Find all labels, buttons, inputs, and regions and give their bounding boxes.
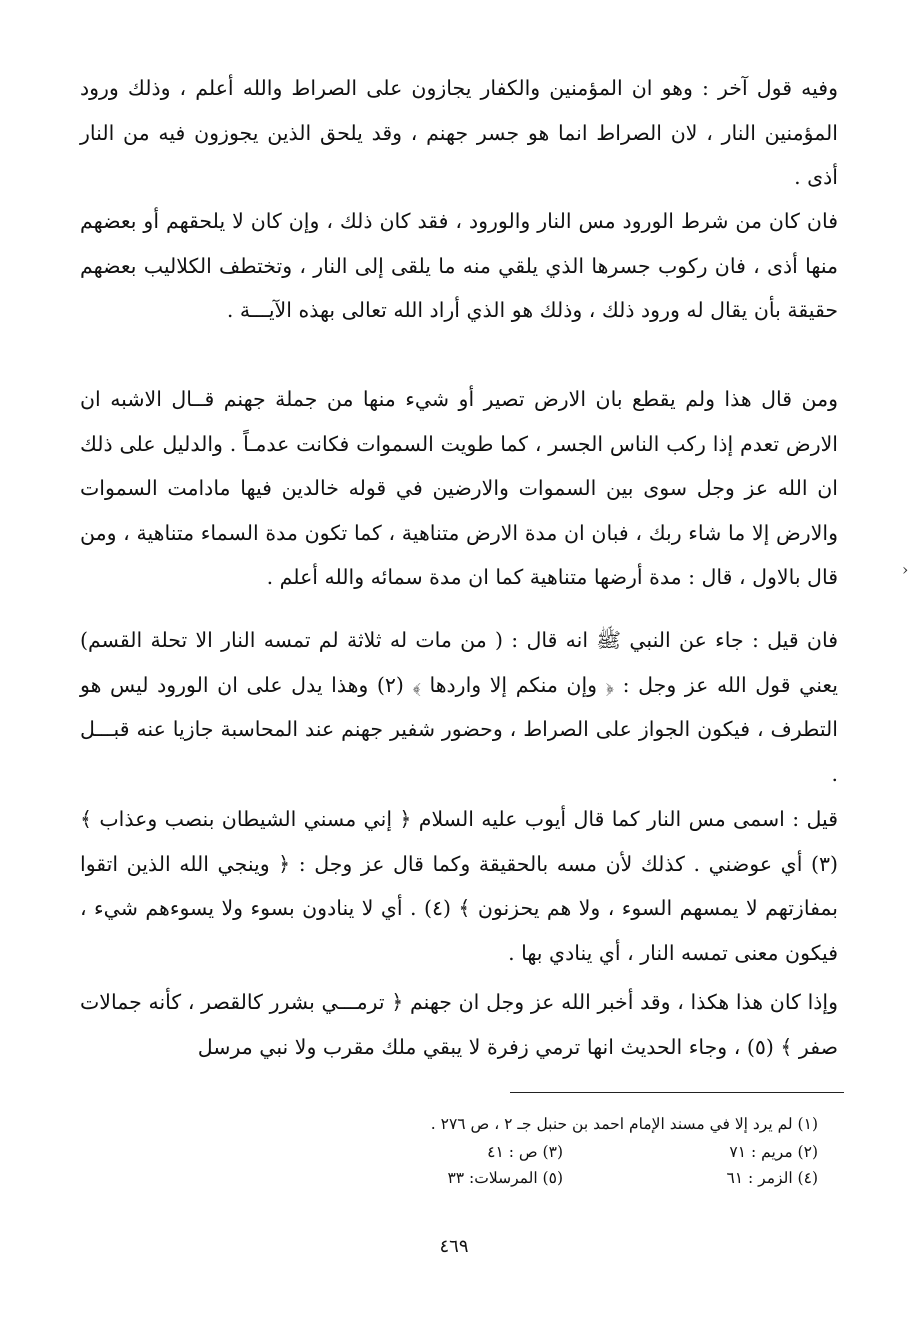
paragraph-4: فان قيل : جاء عن النبي ﷺ انه قال : ( من مات له ثلاثة لم تمسه النار الا تحلة القسم) يعني قول الله عز وجل : ﴿ وإن منكم إلا واردها ﴾ (٢) وهذا يدل على ان الورود ليس هو التطرف ، فيكون الجواز على الصراط ، وحضور شفير جهنم عند المحاسبة جازيا عنه قبـــل . [80, 628, 838, 786]
footnote-divider [510, 1092, 844, 1093]
footnote-1: (١) لم يرد إلا في مسند الإمام احمد بن حنبل جـ ٢ ، ص ٢٧٦ . [430, 1115, 818, 1133]
paragraph-3: ومن قال هذا ولم يقطع بان الارض تصير أو شيء منها من جملة جهنم قــال الاشبه ان الارض تعدم إذا ركب الناس الجسر ، كما طويت السموات فكانت عدمـاً . والدليل على ذلك ان الله عز وجل سوى بين السموات والارضين في قوله خالدين فيها مادامت السموات والارض إلا ما شاء ربك ، فبان ان مدة الارض متناهية ، كما تكون مدة السماء متناهية ، ومن قال بالاول ، قال : مدة أرضها متناهية كما ان مدة سمائه والله أعلم . [80, 387, 838, 589]
margin-mark: ‹ [902, 560, 908, 579]
paragraph-2: فان كان من شرط الورود مس النار والورود ، فقد كان ذلك ، وإن كان لا يلحقهم أو بعضهم منها أذى ، فان ركوب جسرها الذي يلقي منه ما يلقى إلى النار ، وتختطف الكلاليب بعضهم حقيقة بأن يقال له ورود ذلك ، وذلك هو الذي أراد الله تعالى بهذه الآيـــة . [80, 209, 838, 322]
footnote-3: (٣) ص : ٤١ [487, 1143, 563, 1161]
page-number: ٤٦٩ [439, 1236, 469, 1257]
paragraph-6: وإذا كان هذا هكذا ، وقد أخبر الله عز وجل ان جهنم ﴿ ترمـــي بشرر كالقصر ، كأنه جمالات صفر ﴾ (٥) ، وجاء الحديث انها ترمي زفرة لا يبقي ملك مقرب ولا نبي مرسل [80, 990, 838, 1059]
footnote-2: (٢) مريم : ٧١ [729, 1143, 818, 1161]
paragraph-1: وفيه قول آخر : وهو ان المؤمنين والكفار يجازون على الصراط والله أعلم ، وذلك ورود المؤمنين النار ، لان الصراط انما هو جسر جهنم ، وقد يلحق الذين يجوزون فيه من النار أذى . [80, 76, 838, 189]
footnote-4: (٤) الزمر : ٦١ [726, 1169, 818, 1187]
footnote-5: (٥) المرسلات: ٣٣ [447, 1169, 563, 1187]
paragraph-5: قيل : اسمى مس النار كما قال أيوب عليه السلام ﴿ إني مسني الشيطان بنصب وعذاب ﴾ (٣) أي عوضني . كذلك لأن مسه بالحقيقة وكما قال عز وجل : ﴿ وينجي الله الذين اتقوا بمفازتهم لا يمسهم السوء ، ولا هم يحزنون ﴾ (٤) . أي لا ينادون بسوء ولا يسوءهم شيء ، فيكون معنى تمسه النار ، أي ينادي بها . [80, 807, 838, 965]
